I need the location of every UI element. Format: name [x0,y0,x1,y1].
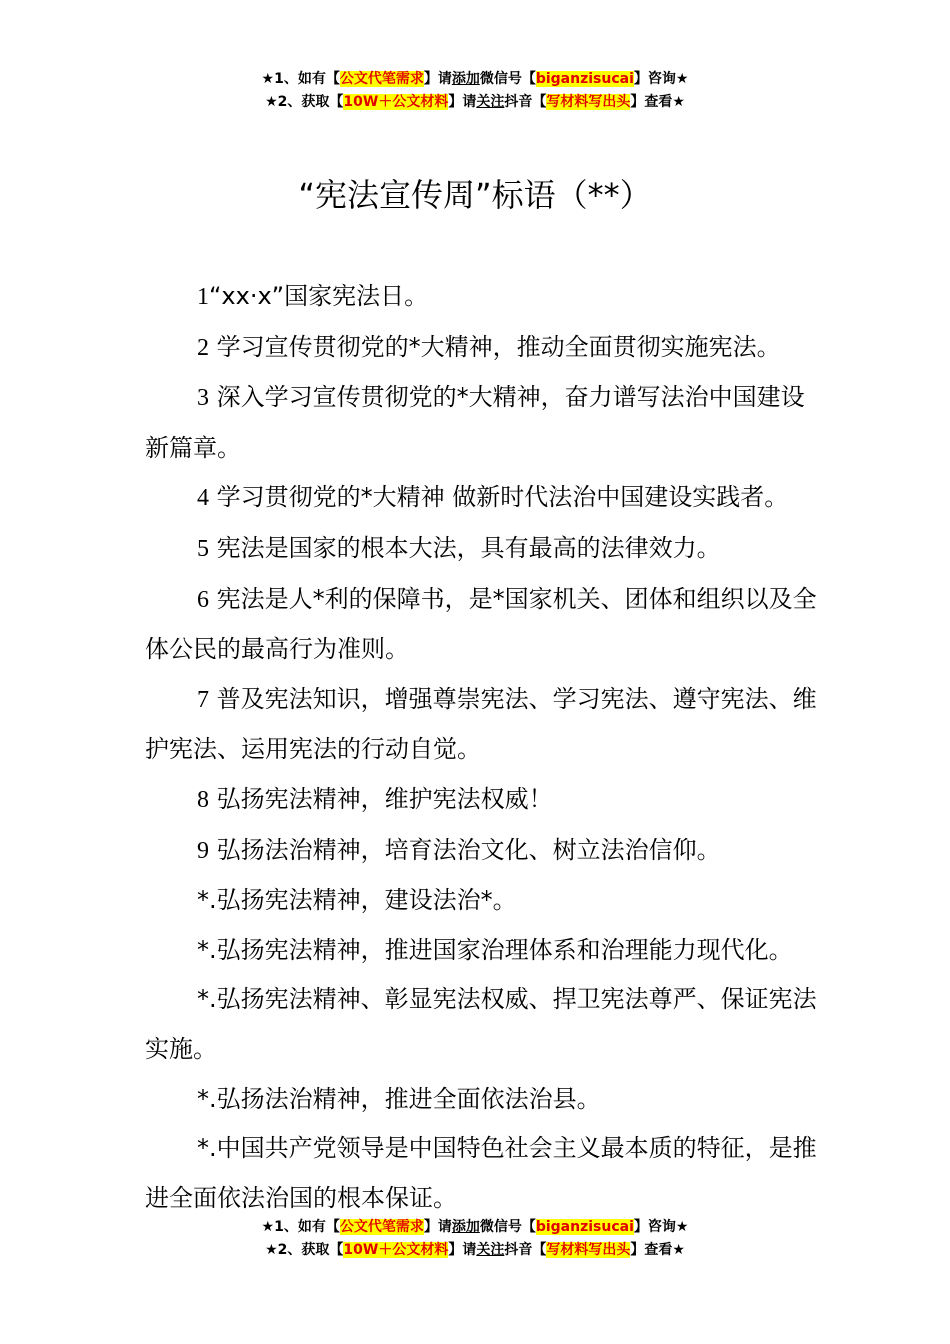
list-item: *.弘扬宪法精神，建设法治*。 [197,886,517,915]
list-item: 6 宪法是人*利的保障书，是*国家机关、团体和组织以及全体公民的最高行为准则。 [145,584,817,664]
banner-line-2: ★2、获取【10W＋公文材料】请关注抖音【写材料写出头】查看★ [265,94,685,110]
list-item: 3 深入学习宣传贯彻党的*大精神，奋力谱写法治中国建设新篇章。 [145,383,805,462]
material-highlight: 10W＋公文材料 [343,1242,449,1258]
list-item: 9 弘扬法治精神，培育法治文化、树立法治信仰。 [197,835,721,864]
service-highlight: 公文代笔需求 [339,1219,424,1235]
slogan-list [145,272,825,1223]
banner-line-1: ★1、如有【公文代笔需求】请添加微信号【biganzisucai】咨询★ [261,71,689,87]
list-item: *.中国共产党领导是中国特色社会主义最本质的特征，是推进全面依法治国的根本保证。 [145,1134,817,1212]
banner-line-2: ★2、获取【10W＋公文材料】请关注抖音【写材料写出头】查看★ [265,1242,685,1258]
wechat-id: biganzisucai [535,71,634,87]
list-item: 7 普及宪法知识，增强尊崇宪法、学习宪法、遵守宪法、维护宪法、运用宪法的行动自觉。 [145,684,817,764]
list-item: 4 学习贯彻党的*大精神 做新时代法治中国建设实践者。 [197,483,789,512]
list-item: 2 学习宣传贯彻党的*大精神，推动全面贯彻实施宪法。 [197,332,781,361]
list-item: *.弘扬法治精神，推进全面依法治县。 [197,1084,601,1113]
material-highlight: 10W＋公文材料 [343,94,449,110]
header-banner [0,68,950,114]
list-item: *.弘扬宪法精神，推进国家治理体系和治理能力现代化。 [197,935,793,964]
list-item: 5 宪法是国家的根本大法，具有最高的法律效力。 [197,533,721,562]
footer-banner [0,1216,950,1262]
wechat-id: biganzisucai [535,1219,634,1235]
banner-line-1: ★1、如有【公文代笔需求】请添加微信号【biganzisucai】咨询★ [261,1219,689,1235]
list-item: 8 弘扬宪法精神，维护宪法权威！ [197,784,553,813]
douyin-id: 写材料写出头 [546,1242,631,1258]
service-highlight: 公文代笔需求 [339,71,424,87]
list-item: 1“xx·x”国家宪法日。 [197,282,429,310]
document-title: “宪法宣传周”标语（**） [298,176,652,214]
douyin-id: 写材料写出头 [546,94,631,110]
list-item: *.弘扬宪法精神、彰显宪法权威、捍卫宪法尊严、保证宪法实施。 [145,985,817,1063]
